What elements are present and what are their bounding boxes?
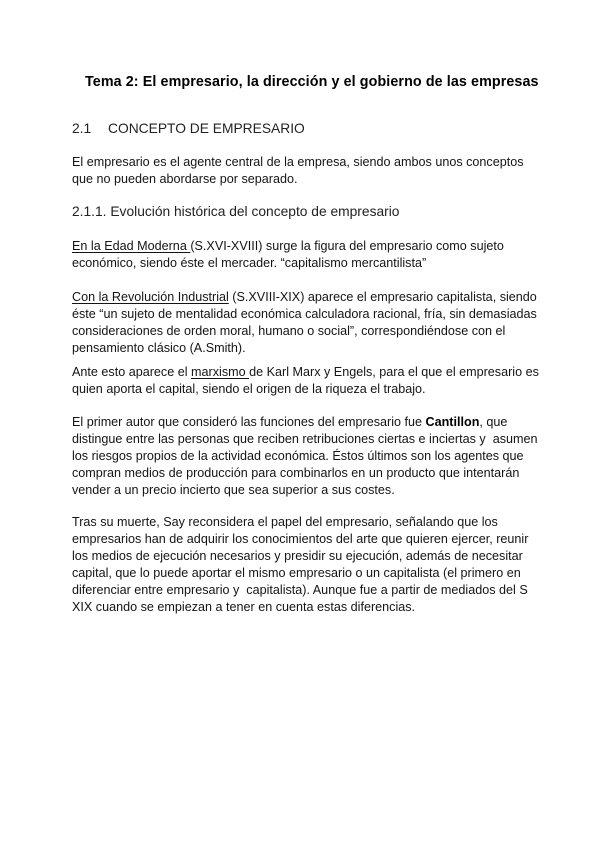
p4-text-before: El primer autor que consideró las funciones del empresario fue xyxy=(72,415,426,429)
p1-underlined: En la Edad Moderna xyxy=(72,239,191,253)
subsection-heading: 2.1.1. Evolución histórica del concepto de empresario xyxy=(72,204,400,219)
intro-line-2: que no pueden abordarse por separado. xyxy=(72,172,298,186)
p3-text-before: Ante esto aparece el xyxy=(72,365,192,379)
p4-bold: Cantillon xyxy=(425,415,480,429)
intro-line-1: El empresario es el agente central de la empresa, siendo ambos unos conceptos xyxy=(72,155,524,169)
p5-line-6: XIX cuando se empiezan a tener en cuenta estas diferencias. xyxy=(72,600,416,614)
p2-underlined: Con la Revolución Industrial xyxy=(72,290,229,304)
section-number: 2.1 xyxy=(72,121,92,136)
p2-line-1 xyxy=(72,289,537,306)
p4-line-1 xyxy=(72,414,507,431)
p4-line-3: los riesgos propios de la actividad económica. Éstos últimos son los agentes que xyxy=(72,449,524,463)
section-label: CONCEPTO DE EMPRESARIO xyxy=(108,121,305,136)
p3-text-after: de Karl Marx y Engels, para el que el empresario es xyxy=(249,365,539,379)
p1-line-2: económico, siendo éste el mercader. “capitalismo mercantilista” xyxy=(72,256,427,270)
p3-line-1 xyxy=(72,364,539,381)
p4-line-2: distingue entre las personas que reciben retribuciones ciertas e inciertas y asumen xyxy=(72,432,538,446)
p5-line-5: diferenciar entre empresario y capitalista). Aunque fue a partir de mediados del S xyxy=(72,583,528,597)
p1-line-1 xyxy=(72,238,504,255)
p2-line-4: pensamiento clásico (A.Smith). xyxy=(72,341,246,355)
p3-line-2: quien aporta el capital, siendo el origen de la riqueza el trabajo. xyxy=(72,382,426,396)
p5-line-1: Tras su muerte, Say reconsidera el papel del empresario, señalando que los xyxy=(72,515,498,529)
document-title: Tema 2: El empresario, la dirección y el gobierno de las empresas xyxy=(85,74,539,90)
p5-line-4: capital, que lo puede aportar el mismo empresario o un capitalista (el primero en xyxy=(72,566,521,580)
p5-line-3: los medios de ejecución necesarios y presidir su ejecución, además de necesitar xyxy=(72,549,523,563)
section-heading xyxy=(72,121,305,136)
p3-underlined: marxismo xyxy=(191,365,250,379)
p2-line-3: consideraciones de orden moral, humano o social”, correspondiéndose con el xyxy=(72,324,506,338)
p4-line-5: vender a un precio incierto que sea superior a sus costes. xyxy=(72,483,395,497)
p4-line-4: compran medios de producción para combinarlos en un producto que intentarán xyxy=(72,466,520,480)
p1-text: (S.XVI-XVIII) surge la figura del empresario como sujeto xyxy=(190,239,504,253)
p4-text-after: , que xyxy=(479,415,508,429)
p5-line-2: empresarios han de adquirir los conocimientos del arte que quieren ejercer, reunir xyxy=(72,532,529,546)
p2-line-2: éste “un sujeto de mentalidad económica calculadora racional, fría, sin demasiadas xyxy=(72,307,537,321)
p2-text: (S.XVIII-XIX) aparece el empresario capitalista, siendo xyxy=(228,290,537,304)
